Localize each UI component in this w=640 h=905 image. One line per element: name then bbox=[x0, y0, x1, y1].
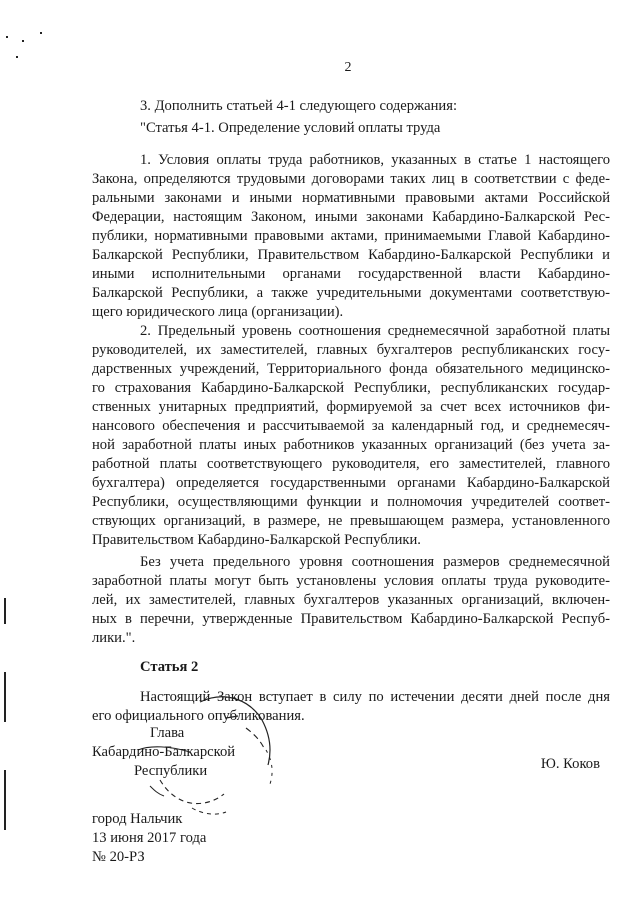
article-2-heading: Статья 2 bbox=[140, 659, 199, 675]
signatory-name: Ю. Коков bbox=[540, 756, 600, 772]
scan-edge-line bbox=[4, 598, 6, 624]
paragraph-line: лики.". bbox=[92, 630, 136, 646]
paragraph-line: го страхования Кабардино-Балкарской Республики, республиканских государ- bbox=[92, 380, 610, 396]
paragraph-line: лей, их заместителей, главных бухгалтеров указанных организаций, включен- bbox=[92, 592, 610, 608]
paragraph-line: 1. Условия оплаты труда работников, указанных в статье 1 настоящего bbox=[140, 152, 610, 168]
footer-number: № 20-РЗ bbox=[92, 849, 145, 865]
paragraph-line: его официального опубликования. bbox=[92, 708, 305, 724]
paragraph-line: ствующих организаций, в размере, не превышающем размера, установленного bbox=[92, 513, 610, 529]
paragraph-line: публики, нормативными правовыми актами, принимаемыми Главой Кабардино- bbox=[92, 228, 610, 244]
scan-speck bbox=[22, 40, 24, 42]
page-number: 2 bbox=[344, 60, 352, 75]
paragraph-line: ной заработной платы иных работников указанных организаций (без учета за- bbox=[92, 437, 610, 453]
paragraph-line: ральными законами и иными нормативными правовыми актами Российской bbox=[92, 190, 610, 206]
paragraph-line: заработной платы могут быть установлены условия оплаты труда руководите- bbox=[92, 573, 610, 589]
footer-city: город Нальчик bbox=[92, 811, 183, 827]
amendment-intro: 3. Дополнить статьей 4-1 следующего содержания: bbox=[140, 98, 458, 114]
paragraph-line: ственных унитарных предприятий, формируемой за счет всех источников фи- bbox=[92, 399, 610, 415]
paragraph-line: Балкарской Республики, а также учредительными документами соответствую- bbox=[92, 285, 610, 301]
paragraph-line: ных в перечни, утвержденные Правительством Кабардино-Балкарской Респуб- bbox=[92, 611, 610, 627]
paragraph-line: дарственных учреждений, Территориального фонда обязательного медицинско- bbox=[92, 361, 610, 377]
paragraph-line: работной платы соответствующего руководителя, его заместителей, главного bbox=[92, 456, 610, 472]
paragraph-line: Правительством Кабардино-Балкарской Республики. bbox=[92, 532, 421, 548]
signatory-title-line: Кабардино-Балкарской bbox=[92, 744, 236, 760]
footer-date: 13 июня 2017 года bbox=[92, 830, 207, 846]
paragraph-line: руководителей, их заместителей, главных бухгалтеров республиканских госу- bbox=[92, 342, 610, 358]
paragraph-line: щего юридического лица (организации). bbox=[92, 304, 344, 320]
paragraph-line: нансового обеспечения и рассчитываемой за календарный год, и среднемесяч- bbox=[92, 418, 610, 434]
paragraph-line: Настоящий Закон вступает в силу по истечении десяти дней после дня bbox=[140, 689, 610, 705]
paragraph-line: бухгалтера) определяется государственными органами Кабардино-Балкарской bbox=[92, 475, 610, 491]
scan-speck bbox=[16, 56, 18, 58]
paragraph-line: Республики, осуществляющими функции и полномочия учредителей соответ- bbox=[92, 494, 610, 510]
signatory-title-line: Глава bbox=[150, 725, 185, 741]
scan-edge-line bbox=[4, 770, 6, 830]
scan-speck bbox=[40, 32, 42, 34]
scan-edge-line bbox=[4, 672, 6, 722]
signatory-title-line: Республики bbox=[134, 763, 208, 779]
article-heading: "Статья 4-1. Определение условий оплаты труда bbox=[140, 120, 441, 136]
scan-speck bbox=[6, 36, 8, 38]
paragraph-line: Закона, определяются трудовыми договорами таких лиц в соответствии с феде- bbox=[92, 171, 610, 187]
paragraph-line: Без учета предельного уровня соотношения размеров среднемесячной bbox=[140, 554, 610, 570]
paragraph-line: иными исполнительными органами государственной власти Кабардино- bbox=[92, 266, 610, 282]
paragraph-line: Федерации, настоящим Законом, иными законами Кабардино-Балкарской Рес- bbox=[92, 209, 610, 225]
paragraph-line: Балкарской Республики, Правительством Кабардино-Балкарской Республики и bbox=[92, 247, 610, 263]
paragraph-line: 2. Предельный уровень соотношения среднемесячной заработной платы bbox=[140, 323, 610, 339]
